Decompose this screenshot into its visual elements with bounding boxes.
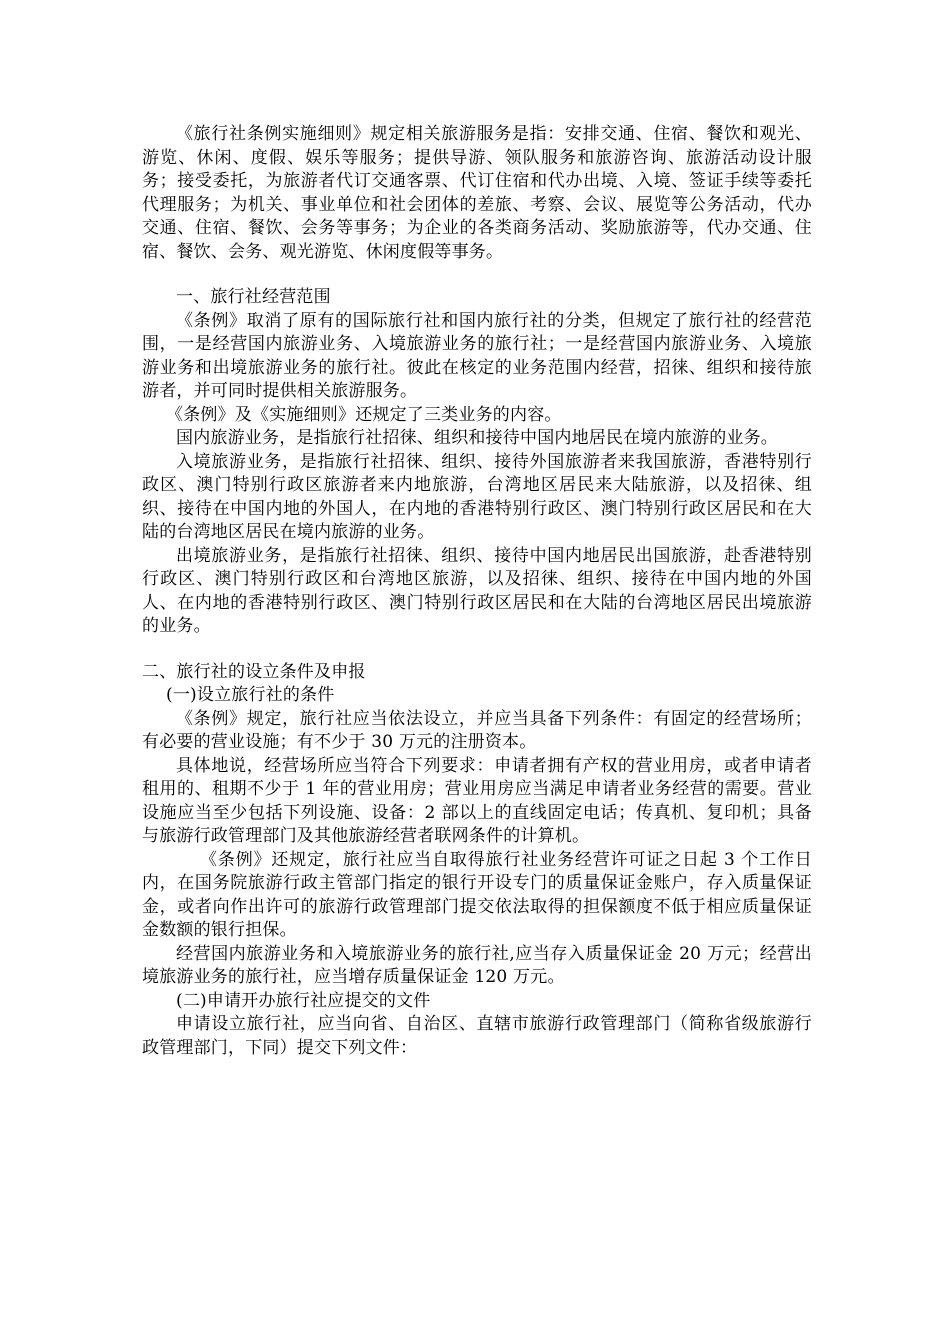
paragraph-inbound-tourism: 入境旅游业务，是指旅行社招徕、组织、接待外国旅游者来我国旅游，香港特别行政区、澳门特别行政区旅游者来内地旅游，台湾地区居民来大陆旅游，以及招徕、组织、接待在中国内地的外国人，在内地的香港特别行政区、澳门特别行政区居民和在大陆的台湾地区居民在境内旅游的业务。 [142,451,812,542]
heading-establishment-conditions: 二、旅行社的设立条件及申报 [142,661,366,682]
paragraph-quality-deposit: 《条例》还规定，旅行社应当自取得旅行社业务经营许可证之日起 3 个工作日内，在国务院旅游行政主管部门指定的银行开设专门的质量保证金账户，存入质量保证金，或者向作出许可的旅游行政管理部门提交依法取得的担保额度不低于相应质量保证金数额的银行担保。 [142,849,812,940]
paragraph-spacer [142,639,812,661]
paragraph-business-scope: 《条例》取消了原有的国际旅行社和国内旅行社的分类，但规定了旅行社的经营范围，一是经营国内旅游业务、入境旅游业务的旅行社；一是经营国内旅游业务、入境旅游业务和出境旅游业务的旅行社。彼此在核定的业务范围内经营，招徕、组织和接待旅游者，并可同时提供相关旅游服务。 [142,310,812,401]
heading-business-scope: 一、旅行社经营范围 [176,287,331,307]
paragraph-application-submission: 申请设立旅行社，应当向省、自治区、直辖市旅游行政管理部门（简称省级旅游行政管理部门，下同）提交下列文件： [142,1014,812,1058]
paragraph-related-services: 《旅行社条例实施细则》规定相关旅游服务是指：安排交通、住宿、餐饮和观光、游览、休闲、度假、娱乐等服务；提供导游、领队服务和旅游咨询、旅游活动设计服务；接受委托，为旅游者代订交通客票、代订住宿和代办出境、入境、签证手续等委托代理服务；为机关、事业单位和社会团体的差旅、考察、会议、展览等公务活动，代办交通、住宿、餐饮、会务等事务；为企业的各类商务活动、奖励旅游等，代办交通、住宿、餐饮、会务、观光游览、休闲度假等事务。 [142,124,812,262]
paragraph-three-business-types: 《条例》及《实施细则》还规定了三类业务的内容。 [166,404,562,425]
subheading-application-documents: (二)申请开办旅行社应提交的文件 [176,990,431,1011]
paragraph-domestic-tourism: 国内旅游业务，是指旅行社招徕、组织和接待中国内地居民在境内旅游的业务。 [176,428,778,448]
subheading-conditions: (一)设立旅行社的条件 [166,685,335,705]
paragraph-spacer [142,264,812,286]
paragraph-outbound-tourism: 出境旅游业务，是指旅行社招徕、组织、接待中国内地居民出国旅游，赴香港特别行政区、澳门特别行政区和台湾地区旅游，以及招徕、组织、接待在中国内地的外国人、在内地的香港特别行政区、澳门特别行政区居民和在大陆的台湾地区居民出境旅游的业务。 [142,545,812,636]
paragraph-legal-establishment: 《条例》规定，旅行社应当依法设立，并应当具备下列条件：有固定的经营场所；有必要的营业设施；有不少于 30 万元的注册资本。 [142,708,812,752]
paragraph-premises-requirements: 具体地说，经营场所应当符合下列要求：申请者拥有产权的营业用房，或者申请者租用的、租期不少于 1 年的营业用房；营业用房应当满足申请者业务经营的需要。营业设施应当至少包括下列设施、设备：2 部以上的直线固定电话；传真机、复印机；具备与旅游行政管理部门及其他旅游经营者联网条件的计算机。 [142,755,812,846]
document-body [142,123,812,1060]
paragraph-deposit-amounts: 经营国内旅游业务和入境旅游业务的旅行社,应当存入质量保证金 20 万元；经营出境旅游业务的旅行社，应当增存质量保证金 120 万元。 [142,943,812,987]
